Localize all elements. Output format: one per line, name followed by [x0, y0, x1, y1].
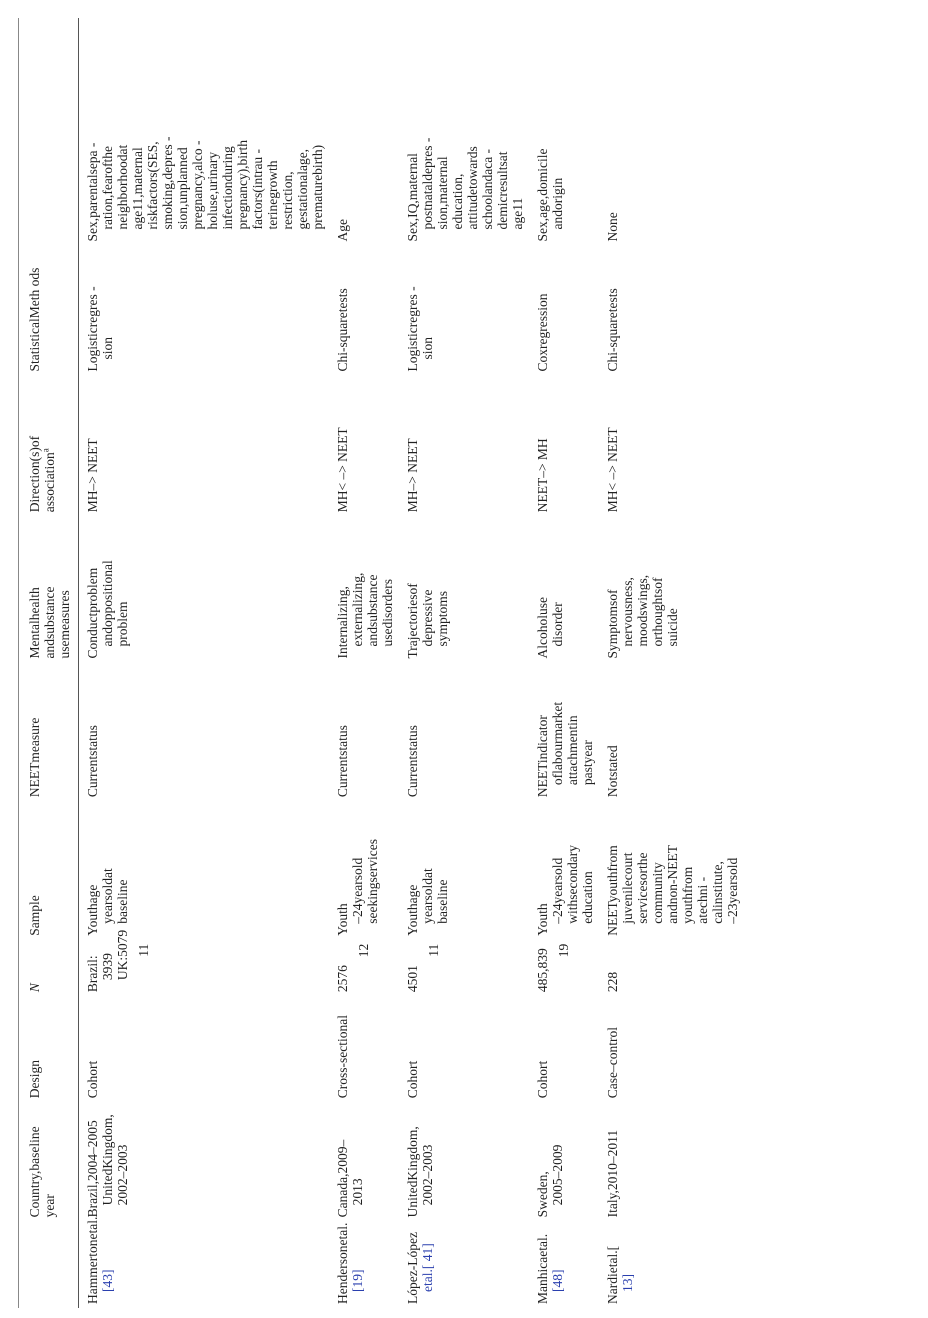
covariates-cell-line: terinegrowth — [265, 160, 280, 230]
covariates-cell-line: factors(intrau - — [250, 148, 265, 230]
country-cell-line: Canada,2009– — [335, 1139, 350, 1218]
country-cell-line: UnitedKingdom, — [405, 1126, 420, 1218]
neet-cell-line: NEETindicator — [535, 715, 550, 798]
country-cell-line: Sweden, — [535, 1171, 550, 1218]
covariates-cell-line: postnataldepres - — [420, 137, 435, 230]
sample-cell-line: NEETyouthfrom — [605, 845, 620, 936]
neet-cell — [79, 663, 330, 802]
header-mh: Mentalhealth andsubstance usemeasures — [19, 516, 79, 662]
n-cell-line: 485,839 — [535, 948, 550, 993]
n-cell — [329, 940, 399, 996]
neet-cell-line: attachmentin — [565, 715, 580, 786]
covariates-cell-line: education, — [450, 173, 465, 230]
sample-cell-line: withsecondary — [565, 845, 580, 924]
mh-cell-line: andoppositional — [100, 560, 115, 647]
sample-age: 11 — [136, 943, 151, 957]
covariates-cell-line: sion,maternal — [435, 156, 450, 230]
covariates-cell-line: holuse,urinary — [205, 151, 220, 230]
header-study — [19, 1221, 79, 1308]
country-cell-line: Brazil,2004–2005 — [85, 1120, 100, 1218]
stat-cell-line: Logisticregres - — [85, 286, 100, 372]
study-reference-link[interactable]: 13] — [620, 1274, 635, 1292]
mh-cell-line: orthoughtsof — [650, 577, 665, 647]
sample-cell-line: baseline — [115, 879, 130, 924]
sample-cell — [79, 801, 330, 940]
country-cell-line: 2005–2009 — [550, 1144, 565, 1206]
mh-cell — [529, 516, 599, 662]
n-cell — [79, 929, 330, 996]
sample-cell-line: education — [580, 871, 595, 924]
table-row — [599, 18, 744, 1308]
sample-cell — [329, 801, 399, 940]
header-row — [19, 18, 79, 1308]
sample-cell-line: juvenilecourt — [620, 852, 635, 924]
mh-cell-line: depressive — [420, 589, 435, 647]
covariates-cell-line: riskfactors(SES, — [145, 141, 160, 230]
sample-cell-line: Youthage — [85, 884, 100, 936]
neet-cell-line: Currentstatus — [335, 725, 350, 798]
covariates-cell-line: ration,fearofthe — [100, 145, 115, 230]
covariates-cell — [329, 18, 399, 246]
design-cell: Cohort — [535, 1060, 550, 1099]
covariates-cell-line: schoolandaca - — [480, 148, 495, 230]
covariates-cell-line: None — [605, 212, 620, 242]
covariates-cell-line: prematurebirth) — [310, 144, 325, 230]
sample-cell-line: Youthage — [405, 884, 420, 936]
covariates-cell-line: sion,unplanned — [175, 147, 190, 230]
stat-cell — [599, 246, 744, 376]
study-cell — [79, 1216, 330, 1308]
mh-cell-line: Conductproblem — [85, 567, 100, 659]
mh-cell-line: Alcoholuse — [535, 597, 550, 659]
stat-cell — [329, 246, 399, 376]
country-cell-line: Italy,2010–2011 — [605, 1129, 620, 1218]
header-country: Country,baseline year — [19, 1102, 79, 1221]
sample-cell-line: yearsoldat — [420, 868, 435, 924]
header-design: Design — [19, 996, 79, 1102]
covariates-cell-line: Sex,parentalsepa - — [85, 142, 100, 242]
stat-cell — [399, 246, 529, 376]
covariates-cell-line: neighborhoodat — [115, 144, 130, 230]
sample-cell-line: atechni - — [695, 876, 710, 924]
sample-cell-line: youthfrom — [680, 866, 695, 924]
sample-cell-line: baseline — [435, 879, 450, 924]
country-cell — [529, 1102, 599, 1221]
direction-cell: MH–> NEET — [405, 438, 420, 513]
stat-cell-line: Coxregression — [535, 293, 550, 372]
neet-cell — [599, 663, 744, 802]
design-cell: Cohort — [85, 1060, 100, 1099]
sample-cell-line: Youth — [335, 903, 350, 936]
study-cell — [529, 1221, 599, 1308]
mh-cell-line: usedisorders — [380, 579, 395, 647]
n-cell — [399, 940, 529, 996]
mh-cell — [329, 516, 399, 662]
sample-cell-line: yearsoldat — [100, 868, 115, 924]
covariates-cell — [399, 18, 529, 246]
n-cell-line: 3939 — [100, 953, 115, 981]
mh-cell-line: nervousness, — [620, 577, 635, 647]
covariates-cell-line: gestationalage, — [295, 148, 310, 230]
sample-cell-line: Youth — [535, 903, 550, 936]
header-n — [19, 940, 79, 996]
country-cell — [79, 1102, 330, 1221]
covariates-cell-line: Age — [335, 219, 350, 242]
sample-cell-line: servicesorthe — [635, 852, 650, 924]
sample-cell — [599, 801, 744, 940]
mh-cell-line: Symptomsof — [605, 589, 620, 659]
sample-age: 11 — [426, 943, 441, 957]
covariates-cell-line: attitudetowards — [465, 146, 480, 230]
covariates-cell-line: pregnancy,alco - — [190, 140, 205, 230]
sample-cell-line: –23yearsold — [725, 857, 740, 924]
neet-cell-line: oflabourmarket — [550, 701, 565, 786]
neet-cell-line: Currentstatus — [405, 725, 420, 798]
direction-cell: MH–> NEET — [85, 438, 100, 513]
n-cell — [529, 940, 599, 996]
mh-cell — [79, 516, 330, 662]
sample-cell-line: seekingservices — [365, 839, 380, 924]
mh-cell-line: moodswings, — [635, 574, 650, 647]
study-name: Manhicaetal. — [535, 1233, 550, 1304]
neet-cell — [329, 663, 399, 802]
covariates-cell-line: demicresultsat — [495, 151, 510, 230]
stat-cell — [529, 246, 599, 376]
mh-cell-line: andsubstance — [365, 574, 380, 647]
country-cell — [599, 1102, 744, 1221]
header-direction — [19, 376, 79, 517]
table-row — [399, 18, 529, 1308]
covariates-cell-line: Sex,IQ,maternal — [405, 153, 420, 242]
covariates-cell-line: age11 — [510, 197, 525, 230]
table-row — [529, 18, 599, 1308]
mh-cell — [599, 516, 744, 662]
sample-age: 19 — [556, 943, 571, 958]
mh-cell-line: Internalizing, — [335, 586, 350, 659]
study-cell — [329, 1221, 399, 1308]
stat-cell-line: sion — [100, 336, 115, 360]
sample-cell-line: calinstitute, — [710, 861, 725, 924]
neet-cell — [529, 663, 599, 802]
study-reference-link[interactable]: etal.[ 41] — [420, 1243, 435, 1292]
study-cell — [399, 1221, 529, 1308]
country-cell — [329, 1102, 399, 1221]
stat-cell — [79, 246, 330, 376]
mh-cell-line: externalizing, — [350, 572, 365, 647]
n-cell-line: 2576 — [335, 965, 350, 993]
neet-cell-line: pastyear — [580, 740, 595, 786]
mh-cell-line: suicide — [665, 608, 680, 647]
mh-cell-line: Trajectoriesof — [405, 583, 420, 659]
direction-cell: MH< –> NEET — [605, 427, 620, 513]
header-stat: StatisticalMeth ods — [19, 246, 79, 376]
sample-cell-line: –24yearsold — [350, 857, 365, 924]
country-cell — [399, 1102, 529, 1221]
sample-cell — [529, 801, 599, 940]
study-reference-link[interactable]: [19] — [350, 1269, 365, 1292]
sample-cell-line: –24yearsold — [550, 857, 565, 924]
n-cell-line: 4501 — [405, 965, 420, 993]
studies-table — [18, 18, 744, 1308]
covariates-cell-line: pregnancy),birth — [235, 139, 250, 230]
table-row — [79, 18, 330, 1308]
stat-cell-line: Chi-squaretests — [605, 288, 620, 372]
country-cell-line: 2002–2003 — [420, 1144, 435, 1206]
header-direction-label: Direction(s)of association — [27, 435, 57, 513]
stat-cell-line: sion — [420, 336, 435, 360]
covariates-cell-line: Sex,age,domicile — [535, 148, 550, 242]
study-name: Nardietal.[ — [605, 1245, 620, 1304]
stat-cell-line: Chi-squaretests — [335, 288, 350, 372]
study-reference-link[interactable]: [43] — [100, 1269, 115, 1292]
n-cell-line: UK:5079 — [115, 929, 130, 981]
study-name: Hammertonetal. — [85, 1216, 100, 1304]
sample-cell-line: community — [650, 862, 665, 924]
study-cell — [599, 1221, 744, 1308]
sample-cell-line: andnon-NEET — [665, 845, 680, 924]
header-n-label: N — [27, 983, 42, 993]
covariates-cell — [79, 18, 330, 246]
mh-cell-line: symptoms — [435, 591, 450, 647]
covariates-cell-line: age11,maternal — [130, 147, 145, 230]
covariates-cell — [529, 18, 599, 246]
design-cell: Cross-sectional — [335, 1014, 350, 1099]
study-name: López-López — [405, 1232, 420, 1304]
country-cell-line: UnitedKingdom, — [100, 1114, 115, 1206]
design-cell: Case–control — [605, 1026, 620, 1099]
neet-cell-line: Notstated — [605, 745, 620, 798]
mh-cell-line: problem — [115, 601, 130, 647]
sample-cell — [399, 801, 529, 940]
header-direction-superscript: a — [40, 448, 51, 453]
covariates-cell-line: restriction, — [280, 171, 295, 230]
sample-age: 12 — [356, 943, 371, 958]
n-cell — [599, 940, 744, 996]
header-sample: Sample — [19, 801, 79, 940]
direction-cell: MH< –> NEET — [335, 427, 350, 513]
study-reference-link[interactable]: [48] — [550, 1269, 565, 1292]
table-body — [79, 18, 745, 1308]
header-covariates — [19, 18, 79, 246]
stat-cell-line: Logisticregres - — [405, 286, 420, 372]
covariates-cell — [599, 18, 744, 246]
table-row — [329, 18, 399, 1308]
covariates-cell-line: smoking,depres - — [160, 136, 175, 230]
neet-cell-line: Currentstatus — [85, 725, 100, 798]
covariates-cell-line: andorigin — [550, 177, 565, 230]
mh-cell-line: disorder — [550, 602, 565, 647]
mh-cell — [399, 516, 529, 662]
neet-cell — [399, 663, 529, 802]
country-cell-line: 2013 — [350, 1178, 365, 1206]
n-cell-line: 228 — [605, 971, 620, 993]
country-cell-line: 2002–2003 — [115, 1144, 130, 1206]
covariates-cell-line: infectionduring — [220, 146, 235, 230]
design-cell: Cohort — [405, 1060, 420, 1099]
study-name: Hendersonetal. — [335, 1222, 350, 1304]
direction-cell: NEET–> MH — [535, 438, 550, 513]
n-cell-line: Brazil: — [85, 955, 100, 993]
header-neet: NEETmeasure — [19, 663, 79, 802]
